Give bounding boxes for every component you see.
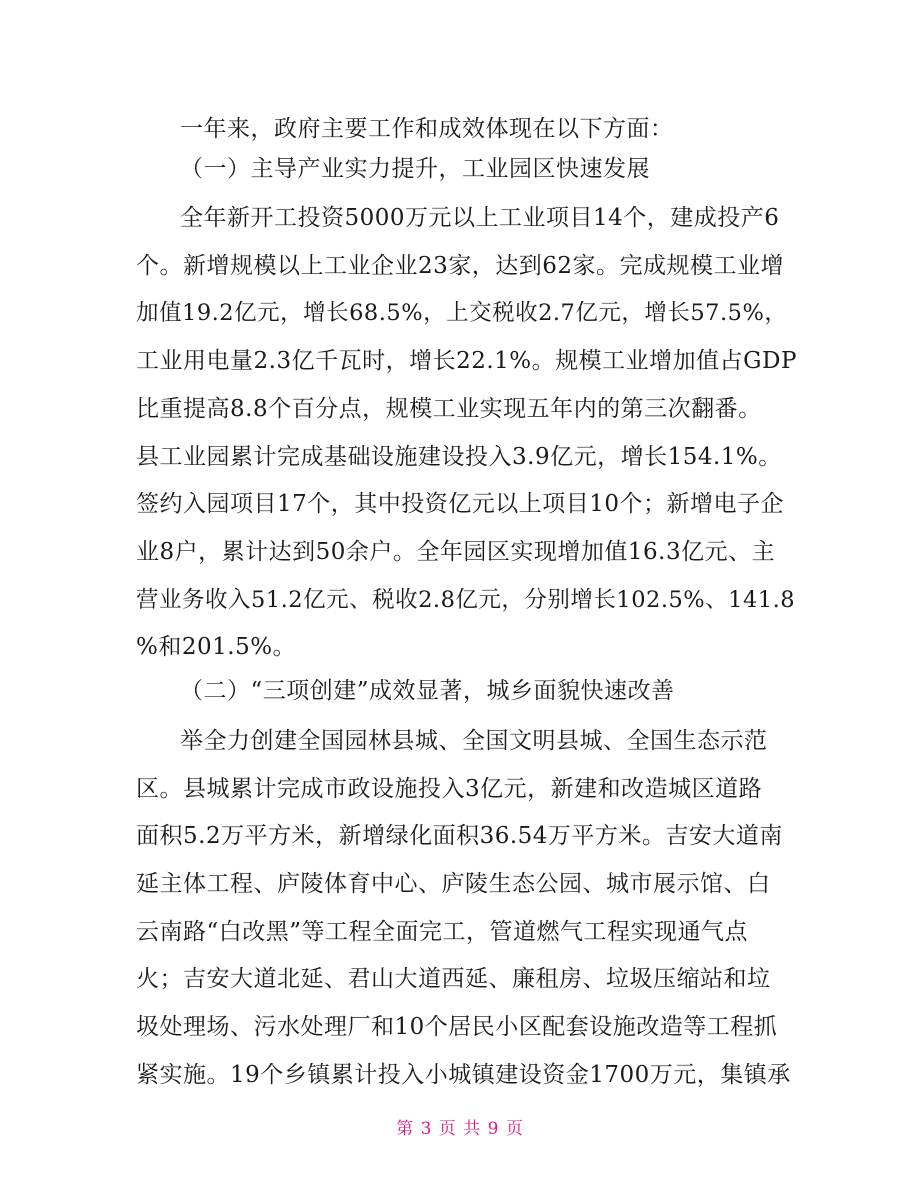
paragraph-line: 营业务收入51.2亿元、税收2.8亿元，分别增长102.5%、141.8 [136,587,796,613]
paragraph-line: 圾处理场、污水处理厂和10个居民小区配套设施改造等工程抓 [136,1014,778,1040]
section-heading-1: （一）主导产业实力提升，工业园区快速发展 [180,156,650,182]
paragraph-line: 签约入园项目17个，其中投资亿元以上项目10个；新增电子企 [136,491,785,517]
paragraph-line: 个。新增规模以上工业企业23家，达到62家。完成规模工业增 [136,253,785,279]
paragraph-line: 云南路“白改黑”等工程全面完工，管道燃气工程实现通气点 [136,919,749,945]
paragraph-line: 紧实施。19个乡镇累计投入小城镇建设资金1700万元，集镇承 [136,1062,791,1088]
paragraph-line: 业8户，累计达到50余户。全年园区实现增加值16.3亿元、主 [136,539,776,565]
paragraph-line: 加值19.2亿元，增长68.5%，上交税收2.7亿元，增长57.5%， [136,300,788,326]
paragraph-line: %和201.5%。 [136,634,297,660]
paragraph-line: 县工业园累计完成基础设施建设投入3.9亿元，增长154.1%。 [136,444,782,470]
paragraph-line: 火；吉安大道北延、君山大道西延、廉租房、垃圾压缩站和垃 [136,966,771,992]
paragraph-line: 比重提高8.8个百分点，规模工业实现五年内的第三次翻番。 [136,396,762,422]
paragraph-line: 延主体工程、庐陵体育中心、庐陵生态公园、城市展示馆、白 [136,871,771,897]
paragraph-line: 举全力创建全国园林县城、全国文明县城、全国生态示范 [180,728,768,754]
paragraph-line: 工业用电量2.3亿千瓦时，增长22.1%。规模工业增加值占GDP [136,348,797,374]
paragraph-line: 区。县城累计完成市政设施投入3亿元，新建和改造城区道路 [136,776,763,802]
paragraph-line: 全年新开工投资5000万元以上工业项目14个，建成投产6 [180,205,780,231]
page-number-footer: 第 3 页 共 9 页 [396,1119,524,1139]
paragraph-line: 面积5.2万平方米，新增绿化面积36.54万平方米。吉安大道南 [136,823,783,849]
intro-line: 一年来，政府主要工作和成效体现在以下方面： [180,116,674,142]
section-heading-2: （二）“三项创建”成效显著，城乡面貌快速改善 [180,678,675,704]
